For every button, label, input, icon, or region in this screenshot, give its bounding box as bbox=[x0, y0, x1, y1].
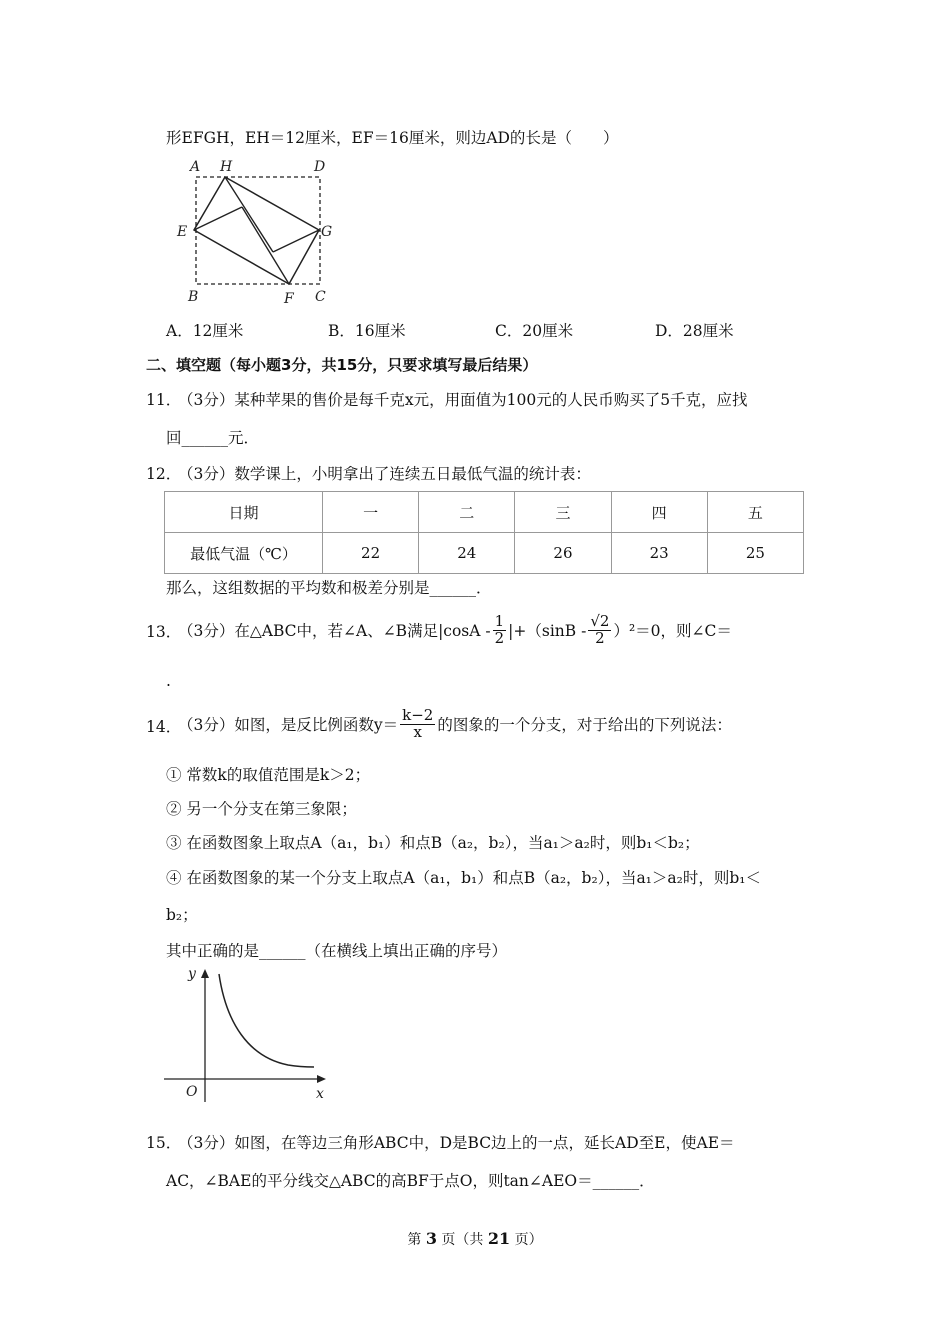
q13-part-a: （3分）在△ABC中，若∠A、∠B满足|cosA - bbox=[178, 622, 491, 640]
denominator: x bbox=[413, 722, 422, 741]
fraction-one-half bbox=[493, 611, 507, 647]
fold-line-3 bbox=[225, 177, 273, 252]
table-cell: 23 bbox=[611, 533, 707, 574]
table-cell: 四 bbox=[611, 492, 707, 533]
label-c: C bbox=[315, 289, 326, 305]
q13-line bbox=[178, 605, 732, 655]
q13-period: . bbox=[166, 672, 171, 690]
q10-figure bbox=[172, 155, 342, 310]
label-e: E bbox=[177, 224, 188, 240]
y-axis-arrow-icon bbox=[201, 969, 209, 978]
q14-line bbox=[178, 701, 732, 747]
table-cell: 22 bbox=[323, 533, 419, 574]
q12-text: （3分）数学课上，小明拿出了连续五日最低气温的统计表： bbox=[178, 465, 591, 483]
q12-after-table: 那么，这组数据的平均数和极差分别是______． bbox=[166, 579, 492, 597]
q13-part-b: |+（sinB - bbox=[508, 622, 587, 640]
q14-part-b: 的图象的一个分支，对于给出的下列说法： bbox=[437, 716, 732, 734]
table-cell: 二 bbox=[419, 492, 515, 533]
numerator: √2 bbox=[590, 611, 610, 630]
q14-number: 14． bbox=[146, 718, 182, 736]
table-cell: 五 bbox=[707, 492, 803, 533]
q14-statement-2: ② 另一个分支在第三象限； bbox=[166, 800, 357, 818]
rectangle-abcd bbox=[196, 177, 320, 284]
label-o: O bbox=[186, 1084, 198, 1100]
label-x: x bbox=[316, 1086, 324, 1102]
label-y: y bbox=[188, 966, 196, 982]
q12-number: 12． bbox=[146, 465, 182, 483]
fraction-k-minus-2-over-x bbox=[400, 705, 435, 741]
q10-stem-line: 形EFGH，EH＝12厘米，EF＝16厘米，则边AD的长是（ ） bbox=[166, 129, 619, 147]
q11-line-1: （3分）某种苹果的售价是每千克x元，用面值为100元的人民币购买了5千克，应找 bbox=[178, 391, 748, 409]
numerator: 1 bbox=[494, 611, 505, 630]
table-cell: 三 bbox=[515, 492, 611, 533]
total-pages: 21 bbox=[487, 1229, 511, 1248]
q11-line-2: 回______元． bbox=[166, 429, 260, 447]
q10-option-d: D．28厘米 bbox=[655, 322, 734, 340]
label-a: A bbox=[190, 159, 201, 175]
q14-statement-4-line-2: b₂； bbox=[166, 906, 198, 924]
table-cell: 24 bbox=[419, 533, 515, 574]
hyperbola-branch bbox=[219, 974, 314, 1067]
label-g: G bbox=[321, 224, 333, 240]
table-row bbox=[165, 492, 804, 533]
q15-line-1: （3分）如图，在等边三角形ABC中，D是BC边上的一点，延长AD至E，使AE＝ bbox=[178, 1134, 735, 1152]
temperature-table bbox=[164, 491, 804, 574]
q14-statement-3: ③ 在函数图象上取点A（a₁，b₁）和点B（a₂，b₂），当a₁＞a₂时，则b₁＜b₂； bbox=[166, 834, 700, 852]
q15-line-2: AC，∠BAE的平分线交△ABC的高BF于点O，则tan∠AEO＝______． bbox=[166, 1172, 655, 1190]
fold-line-2 bbox=[242, 207, 289, 284]
denominator: 2 bbox=[595, 628, 605, 647]
denominator: 2 bbox=[494, 628, 505, 647]
q13-part-c: ）²＝0，则∠C＝ bbox=[613, 622, 732, 640]
q14-figure bbox=[160, 962, 335, 1107]
fraction-root2-over-2 bbox=[588, 611, 611, 647]
q13-number: 13． bbox=[146, 623, 182, 641]
numerator: k−2 bbox=[402, 705, 434, 724]
section-2-heading: 二、填空题（每小题3分，共15分，只要求填写最后结果） bbox=[146, 356, 538, 374]
table-cell: 26 bbox=[515, 533, 611, 574]
table-cell: 日期 bbox=[165, 492, 323, 533]
table-cell: 25 bbox=[707, 533, 803, 574]
table-cell: 一 bbox=[323, 492, 419, 533]
page-number: 3 bbox=[425, 1229, 437, 1248]
q10-option-b: B．16厘米 bbox=[328, 322, 406, 340]
q14-answer-prompt: 其中正确的是______（在横线上填出正确的序号） bbox=[166, 942, 508, 960]
q14-part-a: （3分）如图，是反比例函数y＝ bbox=[178, 716, 399, 734]
table-cell: 最低气温（℃） bbox=[165, 533, 323, 574]
label-f: F bbox=[284, 291, 294, 307]
footer-middle: 页（共 bbox=[436, 1232, 488, 1248]
q14-statement-4-line-1: ④ 在函数图象的某一个分支上取点A（a₁，b₁）和点B（a₂，b₂），当a₁＞a₂时，则b₁＜ bbox=[166, 869, 761, 887]
label-h: H bbox=[220, 159, 233, 175]
label-b: B bbox=[188, 289, 199, 305]
q10-option-c: C．20厘米 bbox=[495, 322, 574, 340]
q11-number: 11． bbox=[146, 391, 182, 409]
q10-option-a: A．12厘米 bbox=[166, 322, 244, 340]
footer-prefix: 第 bbox=[407, 1232, 426, 1248]
page-footer bbox=[0, 1229, 950, 1249]
table-row bbox=[165, 533, 804, 574]
q15-number: 15． bbox=[146, 1134, 182, 1152]
footer-suffix: 页） bbox=[510, 1232, 543, 1248]
q14-statement-1: ① 常数k的取值范围是k＞2； bbox=[166, 766, 371, 784]
label-d: D bbox=[314, 159, 326, 175]
x-axis-arrow-icon bbox=[317, 1075, 326, 1083]
